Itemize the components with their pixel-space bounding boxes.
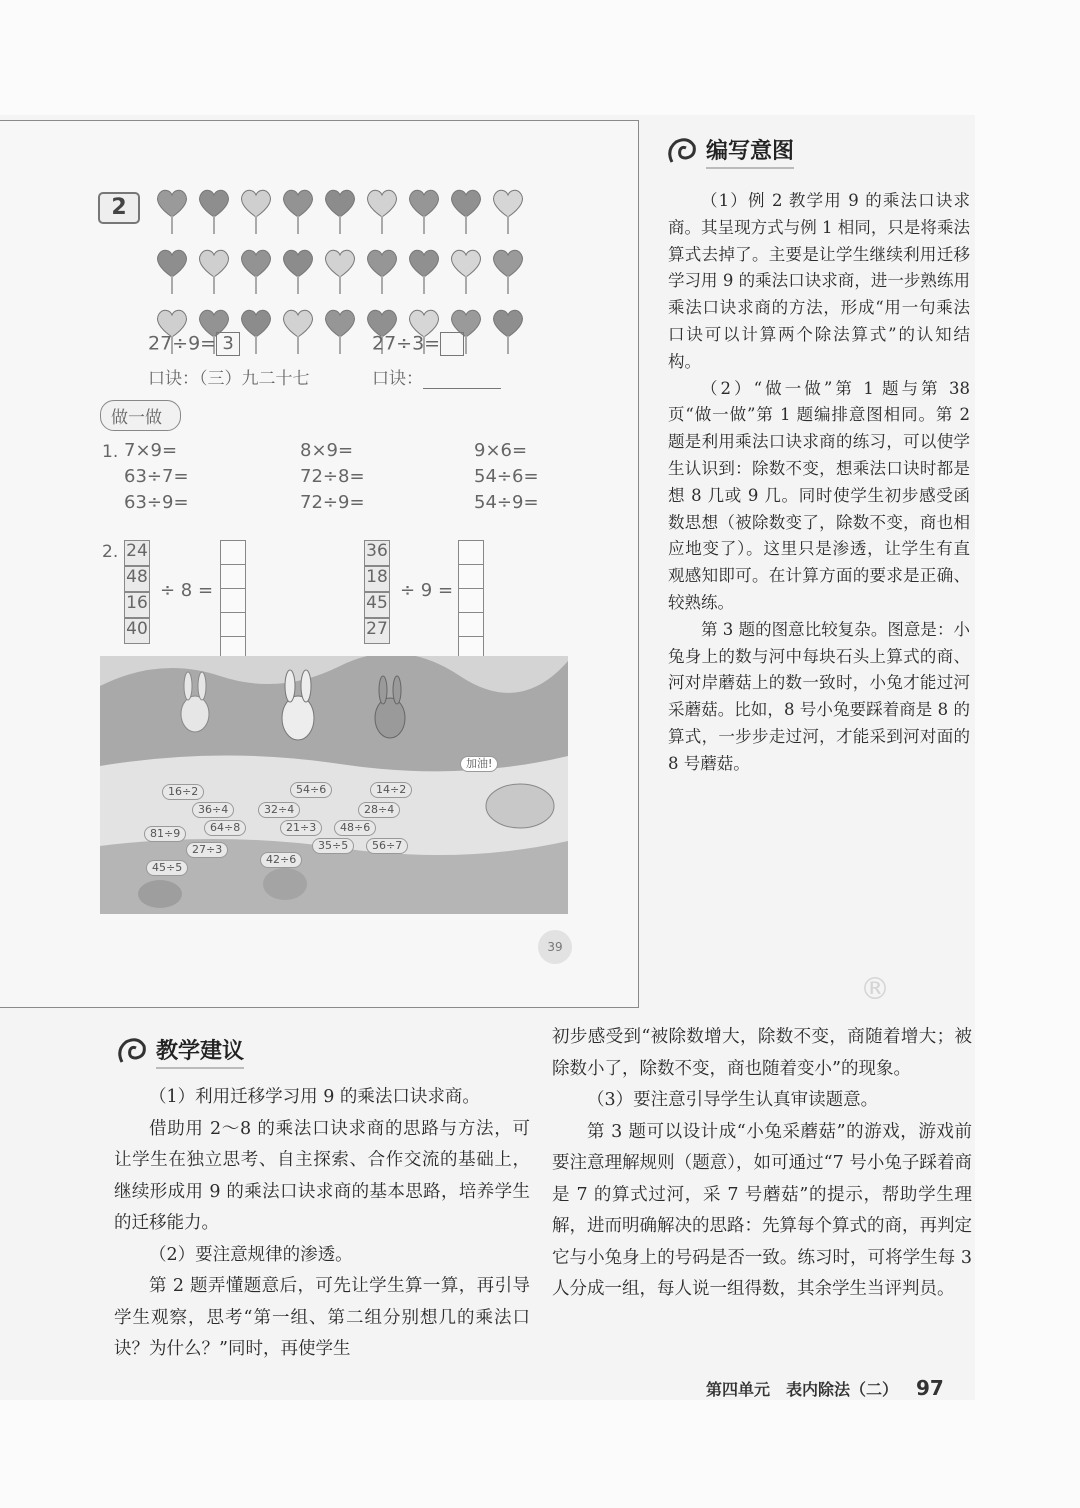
heart-balloon-icon [239,188,273,234]
q1-expression: 54÷6= [474,466,539,487]
stone-expression: 27÷3 [186,842,228,858]
question-2-label: 2. [102,542,119,562]
heart-balloon-icon [281,188,315,234]
swirl-icon [664,136,698,168]
stone-expression: 35÷5 [312,838,354,854]
heart-balloon-icon [323,188,357,234]
stone-expression: 56÷7 [366,838,408,854]
suggestion-left-2: 借助用 2～8 的乘法口诀求商的思路与方法，可让学生在独立思考、自主探索、合作交流的基础上，继续形成用 9 的乘法口诀求商的基本思路，培养学生的迁移能力。 [114,1118,530,1233]
suggestions-heading [114,1034,244,1069]
suggestion-left-4: 第 2 题弄懂题意后，可先让学生算一算，再引导学生观察，思考“第一组、第二组分别想几的乘法口诀？为什么？”同时，再使学生 [114,1276,530,1359]
stone-expression: 28÷4 [358,802,400,818]
intent-heading-text: 编写意图 [706,134,794,169]
equation-2-left: 27÷3= [372,332,441,355]
question-1-label: 1. [102,442,119,462]
answer-box [220,589,246,613]
stone-expression: 14÷2 [370,782,412,798]
speech-bubble: 加油! [460,756,498,772]
answer-box [220,540,246,565]
stone-expression: 48÷6 [334,820,376,836]
page-footer [706,1376,944,1400]
intent-text [668,188,970,778]
dividend-cell: 24 [124,540,150,566]
equation-1-left: 27÷9= [148,332,217,355]
heart-balloon-icon [281,308,315,354]
heart-balloon-icon [281,248,315,294]
question-2-right-operator: ÷ 9 = [400,580,454,601]
stone-expression: 81÷9 [144,826,186,842]
heart-balloon-icon [491,188,525,234]
q1-expression: 7×9= [124,440,178,461]
q1-expression: 72÷8= [300,466,365,487]
heart-balloon-icon [449,188,483,234]
heart-balloon-icon [239,248,273,294]
textbook-page-number: 39 [538,930,572,964]
question-2-right-stack [364,540,390,644]
question-2-left-operator: ÷ 8 = [160,580,214,601]
dividend-cell: 16 [124,592,150,618]
heart-balloon-icon [323,308,357,354]
equation-1-answer: 3 [216,332,240,356]
q1-expression: 63÷9= [124,492,189,513]
intent-paragraph-2: （2）“做一做”第 1 题与第 38 页“做一做”第 1 题编排意图相同。第 2 题是利用乘法口诀求商的练习，可以使学生认识到：除数不变，想乘法口诀时都是想 8 几或 9 几。同时使学生初步感受函数思想（被除数变了，除数不变，商也相应地变了）。这里只是渗透，让学生有直观感知即可。在计算方面的要求是正确、较熟练。 [668,378,970,612]
question-2-right-answers [458,540,484,661]
balloon-row [155,188,525,234]
q1-expression: 63÷7= [124,466,189,487]
suggestion-right-1: 初步感受到“被除数增大，除数不变，商随着增大；被除数小了，除数不变，商也随着变小”的现象。 [552,1027,972,1079]
example-number: 2 [98,192,140,224]
stone-expression: 42÷6 [260,852,302,868]
answer-box [458,589,484,613]
q1-expression: 54÷9= [474,492,539,513]
heart-balloon-icon [407,248,441,294]
q1-expression: 8×9= [300,440,354,461]
heart-balloon-icon [365,188,399,234]
suggestions-left-column [114,1082,530,1366]
mnemonic-2-blank [423,370,501,389]
footer-page-number: 97 [916,1376,944,1400]
heart-balloon-icon [365,248,399,294]
stone-expression: 21÷3 [280,820,322,836]
intent-paragraph-1: （1）例 2 教学用 9 的乘法口诀求商。其呈现方式与例 1 相同，只是将乘法算式去掉了。主要是让学生继续利用迁移学习用 9 的乘法口诀求商，进一步熟练用乘法口诀求商的方法，形成“用一句乘法口诀可以计算两个除法算式”的认知结构。 [668,191,970,371]
question-2-left-answers [220,540,246,661]
heart-balloon-icon [155,188,189,234]
dividend-cell: 45 [364,592,390,618]
swirl-icon [114,1036,148,1068]
answer-box [220,565,246,589]
mnemonic-2 [372,364,501,389]
q1-expression: 9×6= [474,440,528,461]
intent-heading [664,134,794,169]
zuo-yi-zuo-badge: 做一做 [100,400,181,431]
stone-expression: 54÷6 [290,782,332,798]
stone-expression: 64÷8 [204,820,246,836]
heart-balloon-icon [491,248,525,294]
suggestions-heading-text: 教学建议 [156,1034,244,1069]
heart-balloon-icon [197,188,231,234]
suggestions-right-column [552,1022,972,1306]
heart-balloon-icon [197,248,231,294]
mnemonic-2-label: 口诀： [372,369,423,389]
heart-balloon-icon [491,308,525,354]
dividend-cell: 48 [124,566,150,592]
heart-balloon-icon [449,248,483,294]
q1-expression: 72÷9= [300,492,365,513]
equation-2-answer-box [440,332,464,356]
dividend-cell: 40 [124,618,150,644]
watermark: ® [860,972,890,1007]
suggestion-right-3: 第 3 题可以设计成“小兔采蘑菇”的游戏，游戏前要注意理解规则（题意），如可通过“7 号小兔子踩着商是 7 的算式过河，采 7 号蘑菇”的提示，帮助学生理解，进而明确解决的思路：先算每个算式的商，再判定它与小兔身上的号码是否一致。练习时，可将学生每 3 人分成一组，每人说一组得数，其余学生当评判员。 [552,1121,972,1299]
answer-box [458,540,484,565]
dividend-cell: 36 [364,540,390,566]
heart-balloon-icon [155,248,189,294]
heart-balloon-icon [239,308,273,354]
equation-2 [372,332,464,356]
stone-expression: 32÷4 [258,802,300,818]
question-2-left-stack [124,540,150,644]
suggestion-right-2: （3）要注意引导学生认真审读题意。 [587,1090,879,1110]
answer-box [458,613,484,637]
answer-box [458,565,484,589]
suggestion-left-3: （2）要注意规律的渗透。 [149,1244,353,1265]
heart-balloon-icon [323,248,357,294]
mnemonic-1: 口诀：（三）九二十七 [148,369,310,389]
stone-expression: 36÷4 [192,802,234,818]
rabbit-river-scene [100,656,568,914]
balloon-row [155,248,525,294]
stone-expression: 45÷5 [146,860,188,876]
footer-unit: 第四单元 表内除法（二） [706,1380,899,1399]
equation-1 [148,332,240,356]
dividend-cell: 27 [364,618,390,644]
suggestion-left-1: （1）利用迁移学习用 9 的乘法口诀求商。 [149,1087,480,1107]
stone-expression: 16÷2 [162,784,204,800]
dividend-cell: 18 [364,566,390,592]
heart-balloon-icon [407,188,441,234]
answer-box [220,613,246,637]
intent-paragraph-3: 第 3 题的图意比较复杂。图意是：小兔身上的数与河中每块石头上算式的商、河对岸蘑菇上的数一致时，小兔才能过河采蘑菇。比如，8 号小兔要踩着商是 8 的算式，一步步走过河，才能采到河对面的 8 号蘑菇。 [668,619,970,773]
